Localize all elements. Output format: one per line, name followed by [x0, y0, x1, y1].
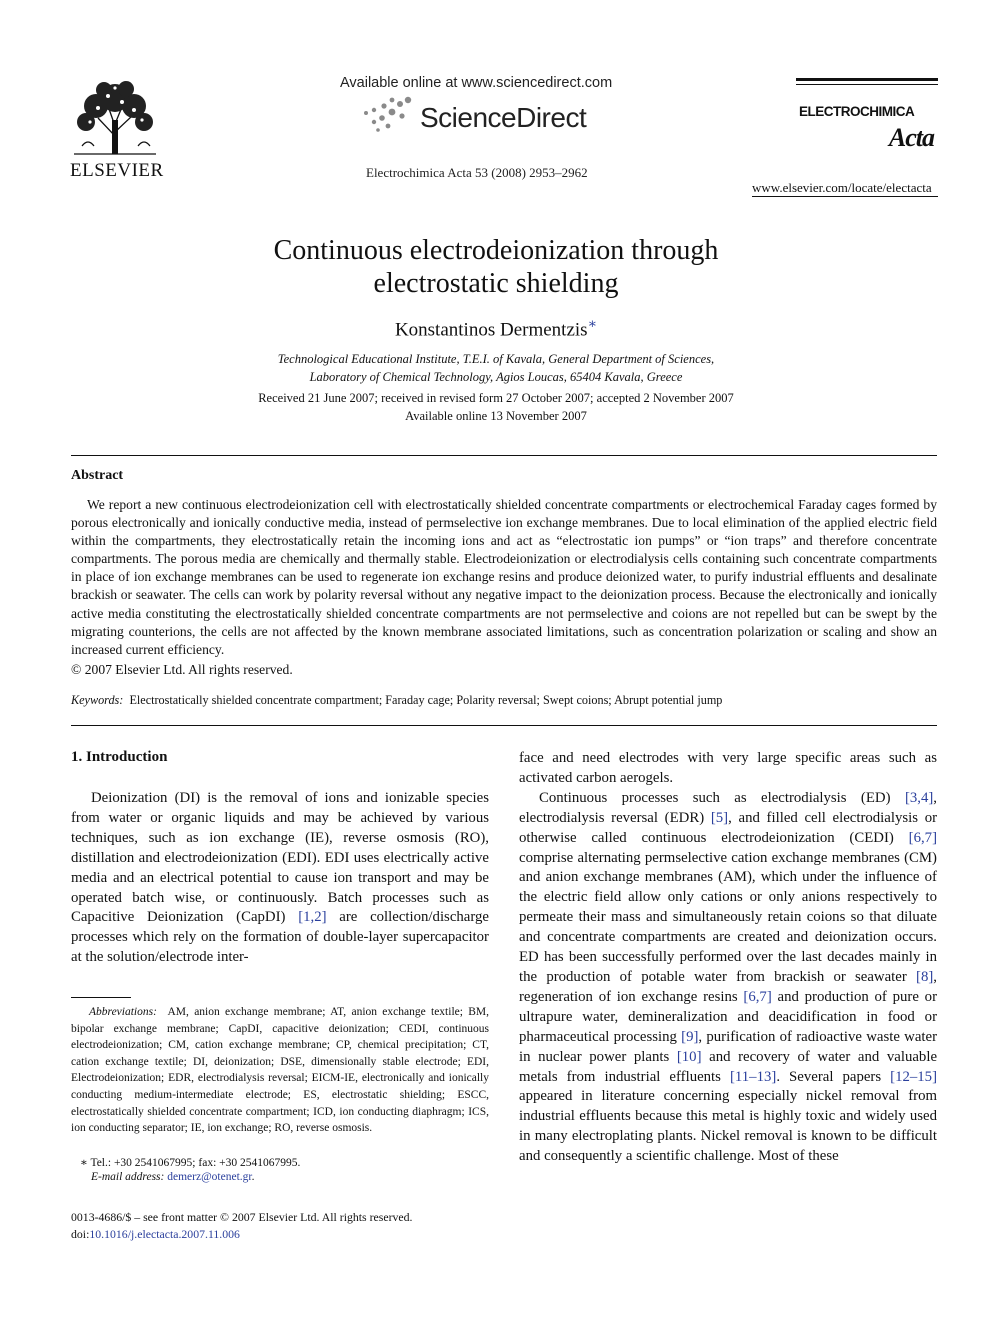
email-label: E-mail address:	[91, 1171, 165, 1183]
abbreviations-text: AM, anion exchange membrane; AT, anion exchange textile; BM, bipolar exchange membrane; CapDI, capacitive deionization; CEDI, continuous electrodeionization; CM, cation exchange membrane; CP, chemical precipitation; CT, cation exchange textile; DI, deionization; DSE, dimensionally stable electrode; EDI, Electrodeionization; EDR, electrodialysis reversal; EICM-IE, electronically and ionically conducting medium-intermediate electrode; ES, electrostatic shielding; ESCC, electrostatically shielded concentrate compartment; ICD, ion conducting diaphragm; ICS, ion conducting separator; IE, ion exchange; RO, reverse osmosis.	[71, 1006, 489, 1135]
journal-citation: Electrochimica Acta 53 (2008) 2953–2962	[366, 165, 588, 180]
doi-line	[71, 1226, 413, 1243]
footnote-rule	[71, 997, 131, 998]
journal-rule-thin	[796, 84, 938, 85]
intro-paragraph-2	[519, 789, 937, 1167]
intro-text: Deionization (DI) is the removal of ions and ionizable species from water or organic liquids and may be achieved by various techniques, such as ion exchange (IE), reverse osmosis (RO), distillation and electrodeionization (EDI). EDI uses electrically active media and an electrical potential to cause ion transport and may be operated batch wise, or continuously. Batch processes such as Capacitive Deionization (CapDI)	[71, 790, 489, 926]
affiliation	[0, 350, 992, 386]
doi-link[interactable]: 10.1016/j.electacta.2007.11.006	[89, 1226, 240, 1241]
intro-text: are collection/discharge processes which rely on the formation of double-layer supercapacitor at the solution/electrode inter-	[71, 909, 489, 966]
journal-acta: Acta	[888, 123, 934, 152]
journal-name: ELECTROCHIMICA	[799, 104, 915, 119]
intro-text: comprise alternating permselective cation exchange membranes (CM) and anion exchange membranes (AM), which under the influence of the electric field allow only cations or only anions respectively to permeate their mass and simultaneously retain coions so that diluate and concentrate compartments are created and deionization occurs. ED has been successfully performed over the last decades mainly in the production of potable water from brackish or seawater	[519, 849, 937, 985]
citation-link[interactable]: [8]	[916, 968, 934, 985]
abstract-rule-top	[71, 455, 937, 456]
available-online-text[interactable]: Available online at www.sciencedirect.com	[340, 75, 613, 91]
doi-label: doi:	[71, 1226, 90, 1241]
email-end: .	[251, 1171, 255, 1183]
author-email-footnote	[91, 1171, 254, 1183]
abbreviations-footnote	[71, 1004, 489, 1137]
citation-link[interactable]: [10]	[676, 1048, 702, 1065]
article-dates	[0, 389, 992, 425]
publisher-name: ELSEVIER	[70, 160, 164, 181]
abstract-text: We report a new continuous electrodeionization cell with electrostatically shielded concentrate compartments or electrochemical Faraday cages formed by porous electronically and ionically conductive media, instead of permselective ion exchange membranes. Due to local elimination of the applied electric field within the compartments, they electrostatically retain the incoming ions and act as “electrostatic ion pumps” or “ion traps” and therefore concentrate compartments. The porous media are chemically and thermally stable. Electrodeionization or electrodialysis cells containing such concentrate compartments in place of ion exchange membranes can be used to regenerate ion exchange resins and produce deionized water, to purify industrial effluents and desalinate brackish or seawater. The cells can work by polarity reversal without any negative impact to the deionization process. Because the electronically and ionically active media constituting the electrostatically shielded concentrate compartments are not permselective and coions are not repelled but can be swept by the migrating counterions, the cells are not affected by the known membrane associated limitations, such as concentration polarization or scaling and show an increased current efficiency.	[71, 497, 937, 657]
intro-column-2	[519, 749, 937, 1167]
intro-text: , regeneration of ion exchange resins	[519, 968, 937, 1005]
affiliation-line-2: Laboratory of Chemical Technology, Agios Loucas, 65404 Kavala, Greece	[309, 370, 683, 384]
keywords-label: Keywords:	[71, 693, 124, 707]
intro-paragraph-1	[71, 789, 489, 968]
keywords-list: Electrostatically shielded concentrate compartment; Faraday cage; Polarity reversal; Swept coions; Abrupt potential jump	[129, 693, 723, 707]
dates-received: Received 21 June 2007; received in revised form 27 October 2007; accepted 2 November 2007	[258, 391, 734, 405]
title-line-1: Continuous electrodeionization through	[273, 235, 719, 266]
keywords	[71, 693, 722, 708]
intro-text: and production of pure or ultrapure water, demineralization and deacidification in food or pharmaceutical processing	[519, 988, 937, 1045]
author-footnote-mark[interactable]: ∗	[587, 317, 598, 332]
citation-link[interactable]: [5]	[710, 809, 729, 826]
dates-available: Available online 13 November 2007	[405, 409, 587, 423]
title-line-2: electrostatic shielding	[373, 268, 619, 299]
citation-link[interactable]: [1,2]	[298, 909, 327, 926]
abstract-rule-bottom	[71, 725, 937, 726]
citation-link[interactable]: [11–13]	[730, 1068, 777, 1085]
sciencedirect-wordmark: ScienceDirect	[420, 102, 587, 133]
section-heading-introduction: 1. Introduction	[71, 749, 168, 765]
citation-link[interactable]: [6,7]	[743, 988, 772, 1005]
intro-text: , purification of radioactive waste water in nuclear power plants	[519, 1028, 937, 1065]
intro-text: Continuous processes such as electrodialysis (ED)	[539, 789, 891, 806]
abstract-heading: Abstract	[71, 468, 124, 483]
intro-text: appeared in literature concerning especially nickel removal from industrial effluents because this metal is highly toxic and widely used in many electroplating plants. Nickel removal is known to be difficult and consequently a scientific challenge. Most of these	[519, 1088, 937, 1165]
journal-url[interactable]: www.elsevier.com/locate/electacta	[752, 180, 932, 195]
intro-paragraph-continued: face and need electrodes with very large specific areas such as activated carbon aerogels.	[519, 750, 937, 786]
citation-link[interactable]: [6,7]	[908, 829, 938, 846]
intro-text: , electrodialysis reversal (EDR)	[519, 789, 937, 826]
journal-logo	[796, 78, 938, 156]
affiliation-line-1: Technological Educational Institute, T.E.I. of Kavala, General Department of Sciences,	[277, 352, 715, 366]
article-title	[0, 234, 992, 300]
author	[0, 316, 992, 341]
intro-text: , and filled cell electrodialysis or otherwise called continuous electrodeionization (CEDI)	[519, 809, 938, 846]
journal-rule-top	[796, 78, 938, 81]
author-contact-footnote: ∗ Tel.: +30 2541067995; fax: +30 2541067995.	[80, 1157, 301, 1169]
author-name: Konstantinos Dermentzis	[394, 319, 588, 341]
citation-link[interactable]: [3,4]	[904, 789, 934, 806]
front-matter	[71, 1209, 413, 1242]
citation-link[interactable]: [9]	[681, 1028, 699, 1045]
issn-line: 0013-4686/$ – see front matter © 2007 Elsevier Ltd. All rights reserved.	[71, 1210, 413, 1224]
abbreviations-label: Abbreviations:	[89, 1006, 157, 1018]
intro-text: and recovery of water and valuable metals from industrial effluents	[519, 1048, 938, 1085]
header-rule	[752, 196, 938, 197]
intro-text: . Several papers	[776, 1068, 882, 1085]
email-link[interactable]: demerz@otenet.gr	[167, 1171, 252, 1183]
citation-link[interactable]: [12–15]	[890, 1068, 938, 1085]
sciencedirect-dots-icon	[362, 94, 418, 134]
abstract-copyright: © 2007 Elsevier Ltd. All rights reserved.	[71, 662, 293, 677]
